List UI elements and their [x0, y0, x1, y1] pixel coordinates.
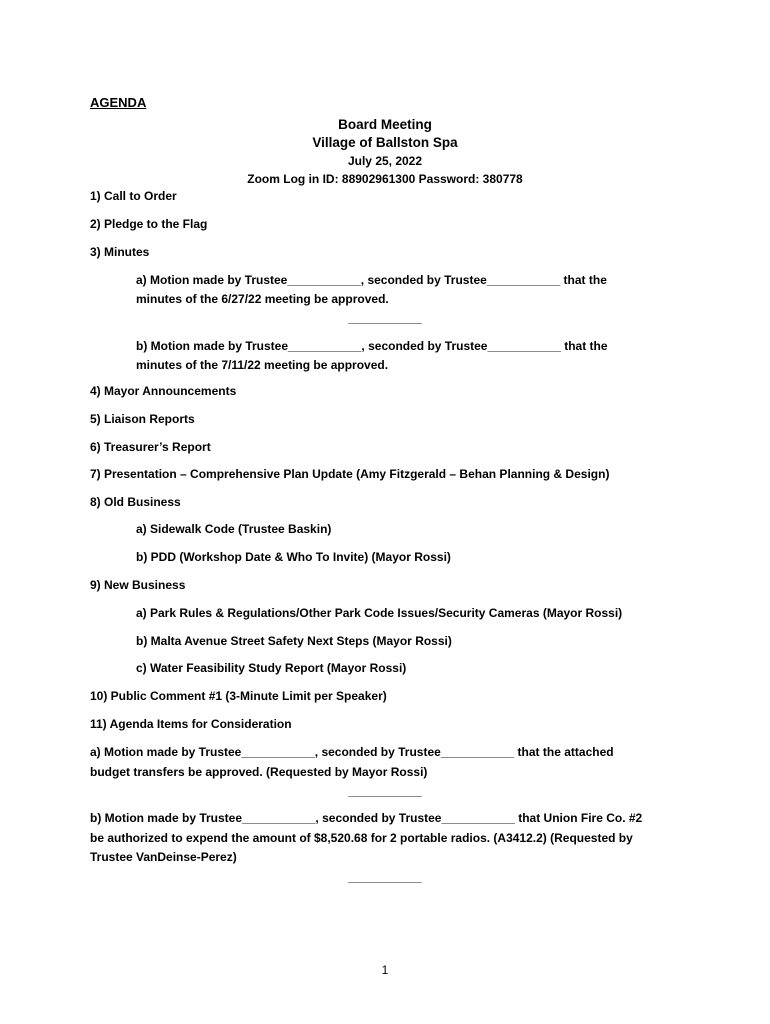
new-business-a: a) Park Rules & Regulations/Other Park Code Issues/Security Cameras (Mayor Rossi) — [136, 606, 623, 620]
motion-fire-line1: b) Motion made by Trustee___________, seconded by Trustee___________ that Union Fire Co. #2 — [90, 811, 643, 825]
item-pledge: 2) Pledge to the Flag — [90, 217, 208, 231]
vote-line: ___________ — [348, 311, 422, 325]
item-liaison-reports: 5) Liaison Reports — [90, 412, 195, 426]
new-business-c: c) Water Feasibility Study Report (Mayor Rossi) — [136, 661, 407, 675]
motion-budget-line1: a) Motion made by Trustee___________, seconded by Trustee___________ that the attached — [90, 745, 614, 759]
village-name: Village of Ballston Spa — [312, 135, 458, 150]
vote-line: ___________ — [348, 784, 422, 798]
meeting-title: Board Meeting — [338, 117, 432, 132]
vote-line: ___________ — [348, 870, 422, 884]
agenda-heading: AGENDA — [90, 95, 147, 110]
new-business-b: b) Malta Avenue Street Safety Next Steps (Mayor Rossi) — [136, 634, 452, 648]
item-new-business: 9) New Business — [90, 578, 186, 592]
motion-minutes-a-line1: a) Motion made by Trustee___________, seconded by Trustee___________ that the — [136, 273, 607, 287]
item-treasurers-report: 6) Treasurer’s Report — [90, 440, 211, 454]
zoom-info: Zoom Log in ID: 88902961300 Password: 380778 — [247, 172, 523, 186]
old-business-a: a) Sidewalk Code (Trustee Baskin) — [136, 522, 332, 536]
item-minutes: 3) Minutes — [90, 245, 150, 259]
item-mayor-announcements: 4) Mayor Announcements — [90, 384, 237, 398]
item-presentation: 7) Presentation – Comprehensive Plan Update (Amy Fitzgerald – Behan Planning & Design) — [90, 467, 610, 481]
motion-budget-line2: budget transfers be approved. (Requested by Mayor Rossi) — [90, 765, 428, 779]
page-number: 1 — [381, 963, 389, 977]
motion-minutes-a-line2: minutes of the 6/27/22 meeting be approved. — [136, 292, 389, 306]
old-business-b: b) PDD (Workshop Date & Who To Invite) (Mayor Rossi) — [136, 550, 451, 564]
motion-minutes-b-line2: minutes of the 7/11/22 meeting be approved. — [136, 358, 389, 372]
item-call-to-order: 1) Call to Order — [90, 189, 177, 203]
item-public-comment: 10) Public Comment #1 (3-Minute Limit per Speaker) — [90, 689, 387, 703]
motion-fire-line3: Trustee VanDeinse-Perez) — [90, 850, 237, 864]
meeting-date: July 25, 2022 — [347, 154, 423, 168]
item-agenda-consideration: 11) Agenda Items for Consideration — [90, 717, 292, 731]
motion-minutes-b-line1: b) Motion made by Trustee___________, seconded by Trustee___________ that the — [136, 339, 608, 353]
item-old-business: 8) Old Business — [90, 495, 181, 509]
motion-fire-line2: be authorized to expend the amount of $8,520.68 for 2 portable radios. (A3412.2) (Requested by — [90, 831, 633, 845]
